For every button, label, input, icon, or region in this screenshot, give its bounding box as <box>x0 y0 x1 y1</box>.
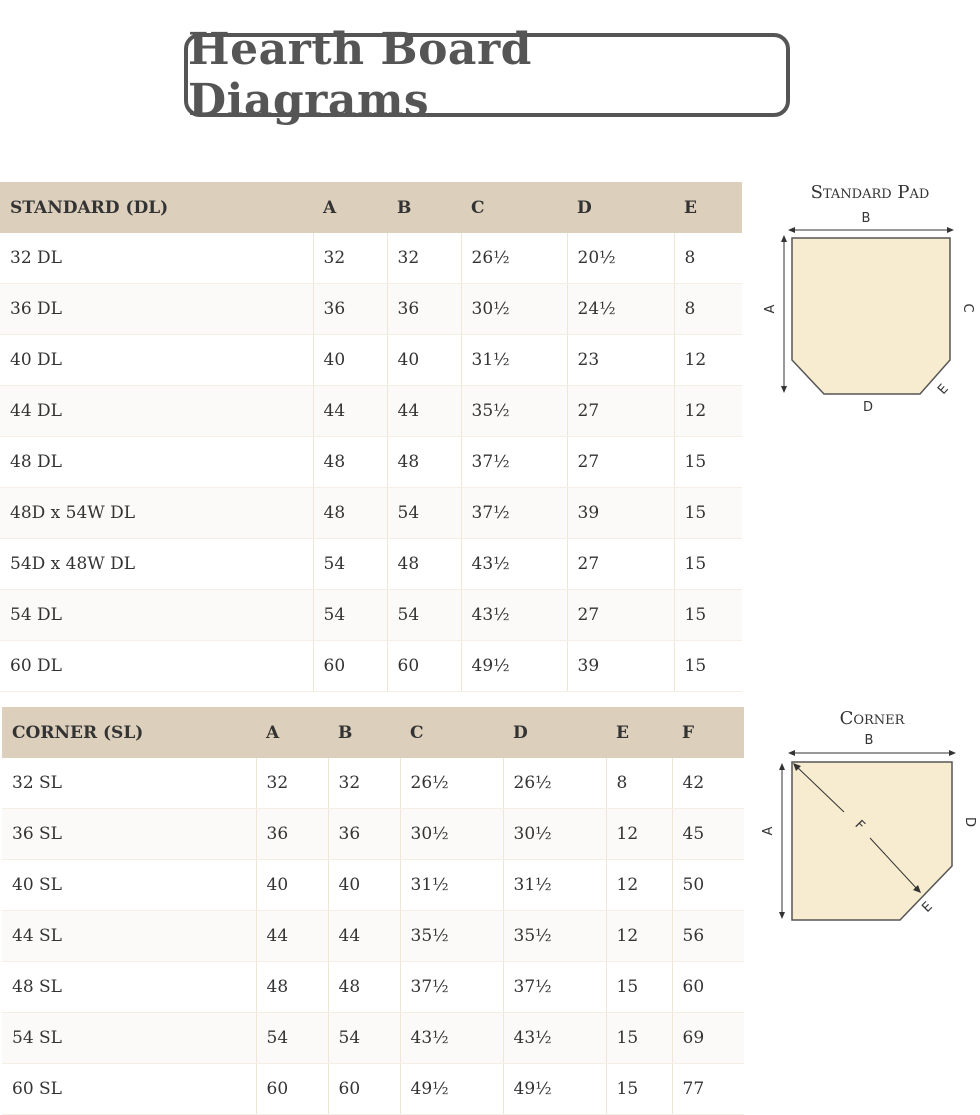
corner-cell: 69 <box>672 1013 744 1064</box>
standard-cell: 44 <box>313 386 387 437</box>
standard-cell: 12 <box>674 386 742 437</box>
corner-cell: 36 <box>256 809 328 860</box>
corner-label-b: B <box>864 733 874 748</box>
standard-cell: 39 <box>567 641 674 692</box>
corner-cell: 26½ <box>503 758 606 809</box>
standard-cell: 54 <box>313 539 387 590</box>
standard-cell: 44 DL <box>0 386 313 437</box>
standard-cell: 27 <box>567 437 674 488</box>
standard-cell: 36 <box>387 284 461 335</box>
corner-arrow-a-bottom <box>779 912 785 919</box>
standard-header-row <box>0 182 742 233</box>
standard-cell: 24½ <box>567 284 674 335</box>
corner-cell: 60 <box>256 1064 328 1115</box>
standard-row <box>0 590 742 641</box>
corner-cell: 30½ <box>503 809 606 860</box>
corner-cell: 31½ <box>503 860 606 911</box>
corner-cell: 37½ <box>503 962 606 1013</box>
standard-cell: 48 <box>313 488 387 539</box>
corner-title: Corner <box>839 708 905 729</box>
corner-row <box>2 1013 744 1064</box>
standard-header-cell: D <box>567 182 674 233</box>
corner-cell: 54 SL <box>2 1013 256 1064</box>
corner-cell: 36 SL <box>2 809 256 860</box>
standard-cell: 43½ <box>461 539 567 590</box>
standard-cell: 15 <box>674 641 742 692</box>
standard-arrow-b-left <box>788 227 795 233</box>
standard-arrow-a-bottom <box>781 386 787 393</box>
corner-header-cell: F <box>672 707 744 758</box>
standard-row <box>0 233 742 284</box>
corner-cell: 43½ <box>503 1013 606 1064</box>
corner-cell: 42 <box>672 758 744 809</box>
corner-cell: 48 <box>256 962 328 1013</box>
corner-label-e: E <box>919 899 936 916</box>
standard-cell: 60 <box>313 641 387 692</box>
corner-row <box>2 809 744 860</box>
standard-cell: 60 <box>387 641 461 692</box>
corner-cell: 48 <box>328 962 400 1013</box>
standard-cell: 49½ <box>461 641 567 692</box>
corner-cell: 56 <box>672 911 744 962</box>
standard-header-cell: B <box>387 182 461 233</box>
corner-cell: 50 <box>672 860 744 911</box>
standard-row <box>0 539 742 590</box>
standard-row <box>0 386 742 437</box>
corner-cell: 31½ <box>400 860 503 911</box>
standard-arrow-a-top <box>781 235 787 242</box>
standard-label-d: D <box>862 400 874 415</box>
corner-cell: 44 <box>256 911 328 962</box>
corner-row <box>2 962 744 1013</box>
corner-body <box>2 758 744 1115</box>
corner-cell: 60 <box>328 1064 400 1115</box>
standard-cell: 26½ <box>461 233 567 284</box>
standard-cell: 27 <box>567 590 674 641</box>
standard-pad-shape <box>792 238 950 394</box>
corner-cell: 37½ <box>400 962 503 1013</box>
corner-cell: 40 SL <box>2 860 256 911</box>
corner-header-cell: C <box>400 707 503 758</box>
standard-cell: 37½ <box>461 437 567 488</box>
standard-cell: 20½ <box>567 233 674 284</box>
corner-table <box>2 707 744 1115</box>
standard-cell: 27 <box>567 539 674 590</box>
corner-cell: 40 <box>256 860 328 911</box>
standard-cell: 60 DL <box>0 641 313 692</box>
corner-cell: 43½ <box>400 1013 503 1064</box>
corner-arrow-a-top <box>779 763 785 770</box>
corner-cell: 15 <box>606 962 672 1013</box>
corner-cell: 45 <box>672 809 744 860</box>
standard-table <box>0 182 742 692</box>
corner-cell: 8 <box>606 758 672 809</box>
corner-cell: 49½ <box>503 1064 606 1115</box>
corner-header-cell: E <box>606 707 672 758</box>
corner-label-f: F <box>851 817 868 834</box>
standard-cell: 37½ <box>461 488 567 539</box>
standard-pad-title: Standard Pad <box>810 182 930 203</box>
standard-cell: 32 DL <box>0 233 313 284</box>
corner-cell: 26½ <box>400 758 503 809</box>
standard-cell: 32 <box>313 233 387 284</box>
corner-cell: 49½ <box>400 1064 503 1115</box>
standard-cell: 40 <box>313 335 387 386</box>
standard-cell: 48 <box>387 539 461 590</box>
corner-cell: 32 SL <box>2 758 256 809</box>
corner-cell: 44 SL <box>2 911 256 962</box>
standard-row <box>0 335 742 386</box>
standard-cell: 43½ <box>461 590 567 641</box>
corner-label-d: D <box>962 816 977 828</box>
standard-cell: 15 <box>674 590 742 641</box>
standard-cell: 15 <box>674 539 742 590</box>
corner-label-a: A <box>761 826 776 836</box>
corner-cell: 44 <box>328 911 400 962</box>
corner-row <box>2 860 744 911</box>
standard-cell: 27 <box>567 386 674 437</box>
standard-cell: 8 <box>674 233 742 284</box>
standard-cell: 48D x 54W DL <box>0 488 313 539</box>
standard-header-cell: C <box>461 182 567 233</box>
corner-cell: 54 <box>328 1013 400 1064</box>
standard-cell: 54 <box>387 488 461 539</box>
standard-cell: 48 <box>387 437 461 488</box>
corner-arrow-b-right <box>949 750 956 756</box>
standard-label-b: B <box>861 211 871 226</box>
standard-cell: 31½ <box>461 335 567 386</box>
corner-cell: 77 <box>672 1064 744 1115</box>
standard-row <box>0 641 742 692</box>
standard-cell: 40 DL <box>0 335 313 386</box>
standard-arrow-b-right <box>947 227 954 233</box>
corner-header-row <box>2 707 744 758</box>
corner-arrow-b-left <box>788 750 795 756</box>
corner-cell: 35½ <box>503 911 606 962</box>
corner-header-cell: B <box>328 707 400 758</box>
corner-cell: 32 <box>328 758 400 809</box>
standard-cell: 48 <box>313 437 387 488</box>
corner-cell: 12 <box>606 809 672 860</box>
standard-row <box>0 488 742 539</box>
standard-cell: 44 <box>387 386 461 437</box>
corner-header-cell: CORNER (SL) <box>2 707 256 758</box>
corner-cell: 35½ <box>400 911 503 962</box>
standard-cell: 54 DL <box>0 590 313 641</box>
standard-cell: 40 <box>387 335 461 386</box>
page-title: Hearth Board Diagrams <box>188 24 532 126</box>
corner-cell: 48 SL <box>2 962 256 1013</box>
standard-cell: 35½ <box>461 386 567 437</box>
standard-cell: 8 <box>674 284 742 335</box>
standard-cell: 48 DL <box>0 437 313 488</box>
corner-cell: 12 <box>606 911 672 962</box>
corner-row <box>2 758 744 809</box>
corner-cell: 40 <box>328 860 400 911</box>
standard-header-cell: A <box>313 182 387 233</box>
standard-cell: 54 <box>313 590 387 641</box>
corner-cell: 60 <box>672 962 744 1013</box>
standard-cell: 39 <box>567 488 674 539</box>
corner-cell: 60 SL <box>2 1064 256 1115</box>
standard-cell: 54 <box>387 590 461 641</box>
standard-cell: 36 DL <box>0 284 313 335</box>
standard-label-e: E <box>935 381 952 398</box>
corner-cell: 30½ <box>400 809 503 860</box>
standard-cell: 12 <box>674 335 742 386</box>
corner-cell: 15 <box>606 1013 672 1064</box>
standard-header-cell: E <box>674 182 742 233</box>
standard-body <box>0 233 742 692</box>
standard-cell: 36 <box>313 284 387 335</box>
standard-cell: 15 <box>674 488 742 539</box>
standard-cell: 30½ <box>461 284 567 335</box>
standard-label-a: A <box>763 304 778 314</box>
corner-header-cell: A <box>256 707 328 758</box>
corner-diagram <box>760 704 978 924</box>
corner-cell: 36 <box>328 809 400 860</box>
standard-header-cell: STANDARD (DL) <box>0 182 313 233</box>
standard-cell: 54D x 48W DL <box>0 539 313 590</box>
corner-cell: 15 <box>606 1064 672 1115</box>
corner-row <box>2 1064 744 1115</box>
page-title-box <box>184 24 790 126</box>
corner-cell: 54 <box>256 1013 328 1064</box>
standard-row <box>0 284 742 335</box>
corner-cell: 32 <box>256 758 328 809</box>
corner-cell: 12 <box>606 860 672 911</box>
standard-label-c: C <box>960 303 975 313</box>
standard-pad-diagram <box>760 178 978 423</box>
corner-row <box>2 911 744 962</box>
corner-header-cell: D <box>503 707 606 758</box>
standard-cell: 23 <box>567 335 674 386</box>
standard-cell: 15 <box>674 437 742 488</box>
standard-row <box>0 437 742 488</box>
standard-cell: 32 <box>387 233 461 284</box>
